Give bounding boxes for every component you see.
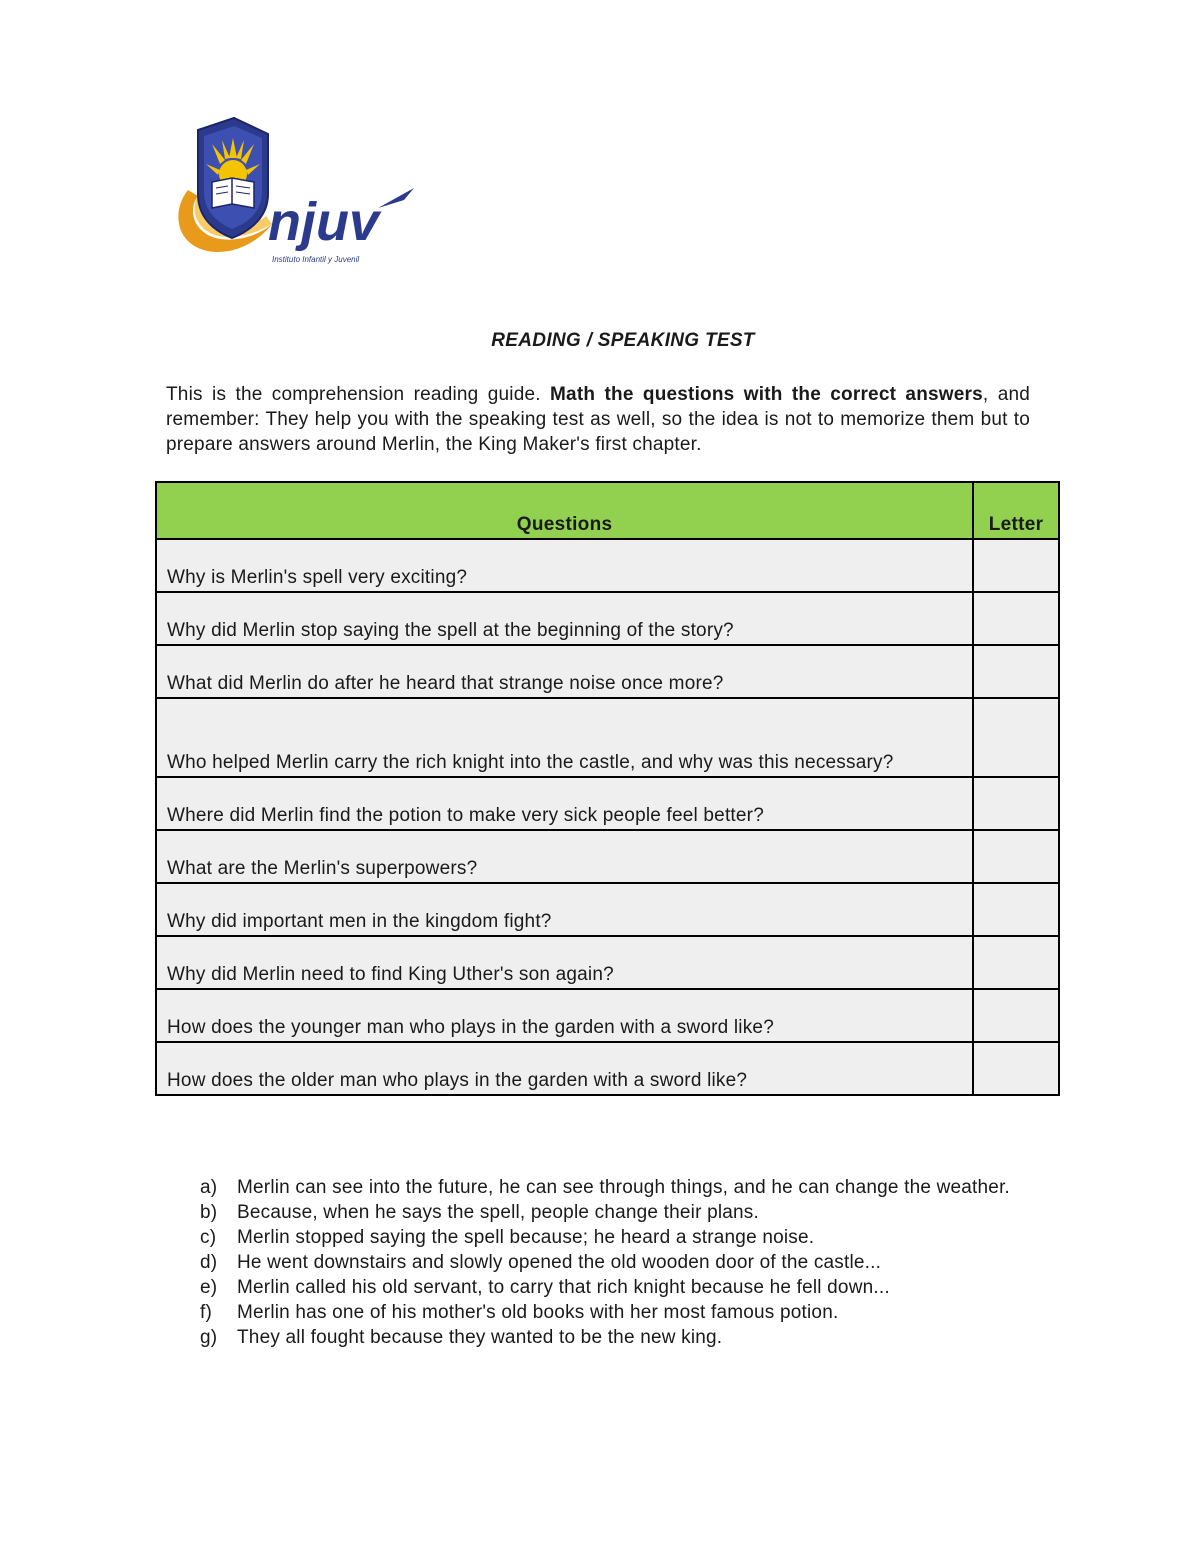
answer-item — [200, 1275, 1020, 1300]
letter-cell[interactable] — [973, 645, 1059, 698]
answer-text: Merlin stopped saying the spell because; he heard a strange noise. — [237, 1227, 815, 1248]
questions-table — [155, 481, 1060, 1096]
logo-tagline: Instituto Infantil y Juvenil — [272, 255, 360, 264]
question-cell: Where did Merlin find the potion to make very sick people feel better? — [156, 777, 973, 830]
letter-cell[interactable] — [973, 777, 1059, 830]
table-row — [156, 936, 1059, 989]
table-row — [156, 830, 1059, 883]
letter-cell[interactable] — [973, 698, 1059, 777]
answer-text: Merlin can see into the future, he can see through things, and he can change the weather. — [237, 1177, 1011, 1198]
answer-item — [200, 1175, 1020, 1200]
table-row — [156, 539, 1059, 592]
answer-text: Merlin has one of his mother's old books with her most famous potion. — [237, 1302, 839, 1323]
answer-marker: f) — [200, 1302, 213, 1323]
answer-item — [200, 1225, 1020, 1250]
answer-text: Merlin called his old servant, to carry that rich knight because he fell down... — [237, 1277, 890, 1298]
page-title: READING / SPEAKING TEST — [491, 330, 755, 351]
answer-marker: c) — [200, 1227, 217, 1248]
table-row — [156, 989, 1059, 1042]
question-cell: What did Merlin do after he heard that strange noise once more? — [156, 645, 973, 698]
answer-marker: b) — [200, 1202, 218, 1223]
injuv-logo — [168, 112, 418, 272]
question-cell: How does the older man who plays in the garden with a sword like? — [156, 1042, 973, 1095]
answers-list — [200, 1175, 1020, 1350]
answer-marker: e) — [200, 1277, 218, 1298]
question-cell: Why did important men in the kingdom fight? — [156, 883, 973, 936]
answer-marker: a) — [200, 1177, 218, 1198]
table-row — [156, 592, 1059, 645]
logo-book — [212, 178, 254, 208]
intro-text-1: This is the comprehension reading guide. — [166, 384, 551, 405]
letter-cell[interactable] — [973, 989, 1059, 1042]
question-cell: How does the younger man who plays in the garden with a sword like? — [156, 989, 973, 1042]
answer-text: They all fought because they wanted to be the new king. — [237, 1327, 723, 1348]
letter-cell[interactable] — [973, 592, 1059, 645]
question-cell: Why did Merlin stop saying the spell at the beginning of the story? — [156, 592, 973, 645]
letter-cell[interactable] — [973, 936, 1059, 989]
letter-cell[interactable] — [973, 539, 1059, 592]
table-row — [156, 883, 1059, 936]
letter-cell[interactable] — [973, 1042, 1059, 1095]
answer-item — [200, 1200, 1020, 1225]
table-row — [156, 777, 1059, 830]
table-row — [156, 1042, 1059, 1095]
letter-cell[interactable] — [973, 883, 1059, 936]
answer-item — [200, 1300, 1020, 1325]
answer-text: He went downstairs and slowly opened the old wooden door of the castle... — [237, 1252, 882, 1273]
table-row — [156, 645, 1059, 698]
logo-wordmark: njuv — [268, 192, 380, 252]
intro-text-2: , and remember: They help you with the speaking test as well, so the idea is not to memorize them but to prepare answers around Merlin, the King Maker's first chapter. — [166, 384, 1030, 455]
answer-marker: d) — [200, 1252, 218, 1273]
letter-cell[interactable] — [973, 830, 1059, 883]
question-cell: Who helped Merlin carry the rich knight into the castle, and why was this necessary? — [156, 698, 973, 777]
answer-text: Because, when he says the spell, people change their plans. — [237, 1202, 759, 1223]
question-cell: Why did Merlin need to find King Uther's son again? — [156, 936, 973, 989]
answer-marker: g) — [200, 1327, 218, 1348]
answer-item — [200, 1325, 1020, 1350]
intro-paragraph — [166, 382, 1030, 457]
question-cell: Why is Merlin's spell very exciting? — [156, 539, 973, 592]
letter-header: Letter — [973, 482, 1059, 539]
question-cell: What are the Merlin's superpowers? — [156, 830, 973, 883]
answer-item — [200, 1250, 1020, 1275]
questions-header: Questions — [156, 482, 973, 539]
table-row — [156, 698, 1059, 777]
intro-instruction: Math the questions with the correct answers — [550, 384, 983, 405]
table-header-row — [156, 482, 1059, 539]
